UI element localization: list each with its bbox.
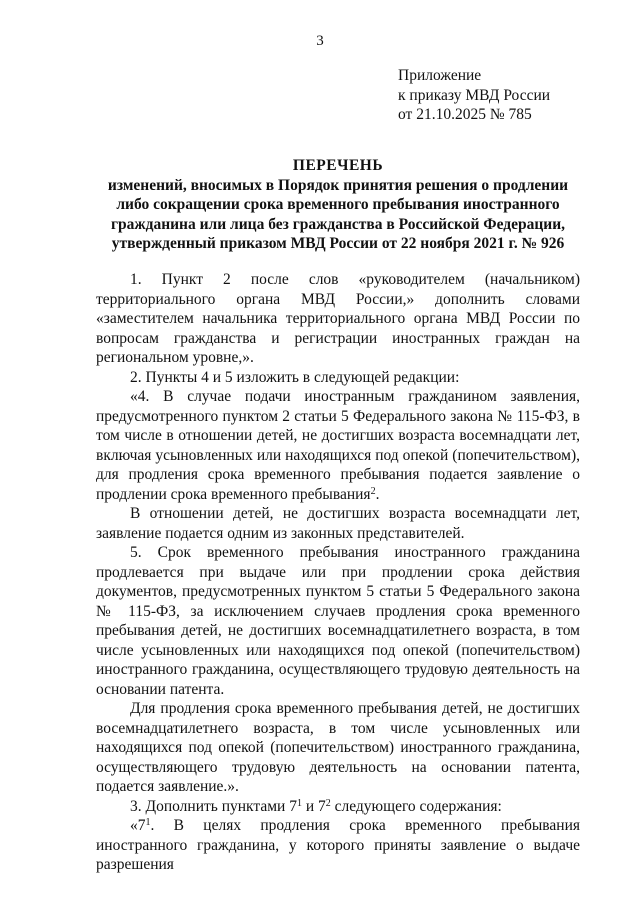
footnote-ref-2: 2 <box>370 485 376 497</box>
paragraph-5: 5. Срок временного пребывания иностранного гражданина продлевается при выдаче или при продлении срока действия документов, предусмотренных пунктом 5 статьи 5 Федерального закона № 115-ФЗ, за исключением случаев продления срока временного пребывания детей, не достигших восемнадцатилетнего возраста, в том числе усыновленных или находящихся под опекой (попечительством) иностранного гражданина, осуществляющего трудовую деятельность на основании патента. <box>96 544 580 698</box>
paragraph-8 <box>96 816 580 875</box>
superscript-7-1: 1 <box>145 817 151 828</box>
paragraph-3-end: . <box>375 485 380 503</box>
title-line-4: утвержденный приказом МВД России от 22 ноября 2021 г. № 926 <box>111 235 565 252</box>
paragraph-7-c: следующего содержания: <box>330 797 502 815</box>
paragraph-3-text: «4. В случае подачи иностранным гражданином заявления, предусмотренного пунктом 2 статьи 5 Федерального закона № 115-ФЗ, в том числе в отношении детей, не достигших возраста восемнадцати лет, включая усыновленных или находящихся под опекой (попечительством), для продления срока временного пребывания подается заявление о продлении срока временного пребывания <box>96 388 580 503</box>
title-line-1: изменений, вносимых в Порядок принятия решения о продлении <box>107 176 569 194</box>
paragraph-2: 2. Пункты 4 и 5 изложить в следующей редакции: <box>130 368 460 386</box>
title-line-3: гражданина или лица без гражданства в Российской Федерации, <box>110 215 566 233</box>
document-body <box>96 270 580 875</box>
paragraph-8-a: «7 <box>130 817 146 834</box>
appendix-line-2: к приказу МВД России <box>398 86 551 104</box>
appendix-header <box>398 66 550 125</box>
paragraph-1: 1. Пункт 2 после слов «руководителем (начальником) территориального органа МВД России,» дополнить словами «заместителем начальника территориального органа МВД России по вопросам гражданства и регистрации иностранных граждан на региональном уровне,». <box>96 271 580 366</box>
title-line-2: либо сокращении срока временного пребывания иностранного <box>116 196 560 213</box>
paragraph-3 <box>96 387 580 504</box>
paragraph-8-b: . В целях продления срока временного пребывания иностранного гражданина, у которого приняты заявление о выдаче разрешения <box>96 817 580 873</box>
appendix-line-1: Приложение <box>398 67 482 84</box>
superscript-2: 2 <box>325 797 331 809</box>
paragraph-7 <box>96 797 580 817</box>
paragraph-7-a: 3. Дополнить пунктами 7 <box>130 797 297 815</box>
paragraph-7-b: и 7 <box>301 797 326 815</box>
document-title <box>96 156 580 254</box>
title-main: ПЕРЕЧЕНЬ <box>292 157 384 174</box>
appendix-line-3: от 21.10.2025 № 785 <box>398 106 532 123</box>
superscript-1: 1 <box>296 797 302 809</box>
paragraph-4: В отношении детей, не достигших возраста восемнадцати лет, заявление подается одним из законных представителей. <box>96 505 580 542</box>
page-number: 3 <box>316 33 324 49</box>
paragraph-6: Для продления срока временного пребывания детей, не достигших восемнадцатилетнего возраста, в том числе усыновленных или находящихся под опекой (попечительством) иностранного гражданина, осуществляющего трудовую деятельность на основании патента, подается заявление.». <box>96 700 580 795</box>
